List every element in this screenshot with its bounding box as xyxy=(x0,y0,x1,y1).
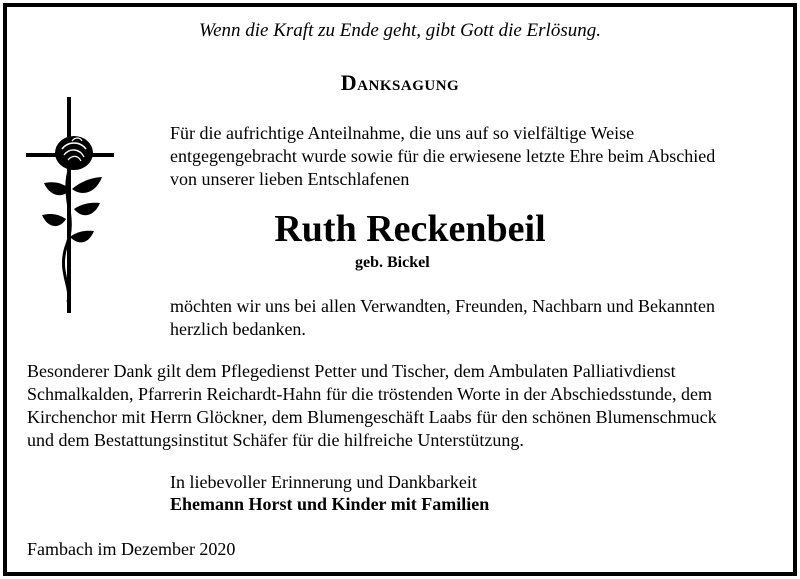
special-thanks-line: Schmalkalden, Pfarrerin Reichardt-Hahn für die tröstenden Worte in der Abschiedsstunde, dem xyxy=(27,384,713,404)
special-thanks-line: und dem Bestattungsinstitut Schäfer für die hilfreiche Unterstützung. xyxy=(27,430,524,450)
intro-line: Für die aufrichtige Anteilnahme, die uns auf so vielfältige Weise xyxy=(170,123,635,143)
thanks-paragraph xyxy=(170,295,790,341)
intro-paragraph xyxy=(170,122,790,191)
intro-line: von unserer lieben Entschlafenen xyxy=(170,169,410,189)
place-date: Fambach im Dezember 2020 xyxy=(27,539,236,559)
thanks-line: herzlich bedanken. xyxy=(170,319,306,339)
thanks-line: möchten wir uns bei allen Verwandten, Freunden, Nachbarn und Bekannten xyxy=(170,296,716,316)
closing-line: In liebevoller Erinnerung und Dankbarkeit xyxy=(170,472,477,492)
intro-line: entgegengebracht wurde sowie für die erwiesene letzte Ehre beim Abschied xyxy=(170,146,716,166)
special-thanks-line: Kirchenchor mit Herrn Glöckner, dem Blumengeschäft Laabs für den schönen Blumenschmuck xyxy=(27,407,717,427)
signature: Ehemann Horst und Kinder mit Familien xyxy=(170,494,490,514)
special-thanks-line: Besonderer Dank gilt dem Pflegedienst Petter und Tischer, dem Ambulaten Palliativdienst xyxy=(27,361,676,381)
special-thanks-paragraph xyxy=(27,360,787,452)
heading: Danksagung xyxy=(340,70,460,95)
motto: Wenn die Kraft zu Ende geht, gibt Gott die Erlösung. xyxy=(199,20,601,41)
maiden-name: geb. Bickel xyxy=(355,254,430,271)
deceased-name: Ruth Reckenbeil xyxy=(274,208,546,250)
